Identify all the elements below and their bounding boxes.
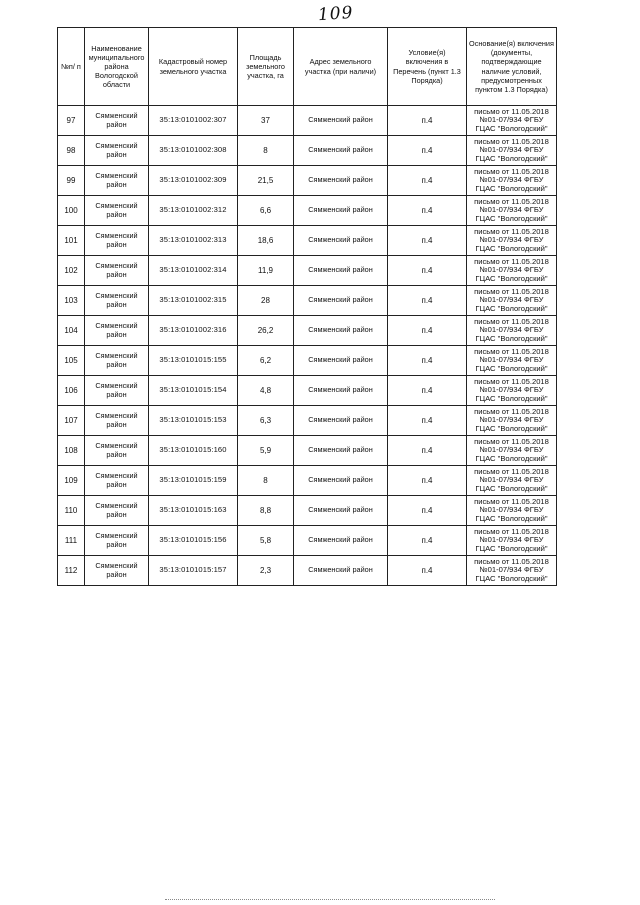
land-plots-table [57, 27, 557, 586]
table-row [58, 526, 557, 556]
cadastral-number-cell: 35:13:0101002:308 [149, 136, 238, 166]
basis-cell: письмо от 11.05.2018 №01-07/934 ФГБУ ГЦАС "Вологодский" [467, 316, 557, 346]
address-cell: Сямженский район [294, 136, 388, 166]
area-cell: 5,9 [238, 436, 294, 466]
municipality-cell: Сямженский район [85, 286, 149, 316]
cadastral-number-cell: 35:13:0101002:312 [149, 196, 238, 226]
municipality-cell: Сямженский район [85, 526, 149, 556]
table-row [58, 196, 557, 226]
row-number: 104 [58, 316, 85, 346]
address-cell: Сямженский район [294, 556, 388, 586]
basis-cell: письмо от 11.05.2018 №01-07/934 ФГБУ ГЦАС "Вологодский" [467, 226, 557, 256]
municipality-cell: Сямженский район [85, 196, 149, 226]
municipality-cell: Сямженский район [85, 316, 149, 346]
header-cadastral: Кадастровый номер земельного участка [149, 28, 238, 106]
table-row [58, 376, 557, 406]
cadastral-number-cell: 35:13:0101002:307 [149, 106, 238, 136]
area-cell: 8 [238, 136, 294, 166]
address-cell: Сямженский район [294, 436, 388, 466]
header-row [58, 28, 557, 106]
condition-cell: п.4 [388, 526, 467, 556]
basis-cell: письмо от 11.05.2018 №01-07/934 ФГБУ ГЦАС "Вологодский" [467, 166, 557, 196]
table-row [58, 316, 557, 346]
cadastral-number-cell: 35:13:0101015:156 [149, 526, 238, 556]
address-cell: Сямженский район [294, 496, 388, 526]
cadastral-number-cell: 35:13:0101015:153 [149, 406, 238, 436]
municipality-cell: Сямженский район [85, 496, 149, 526]
table-row [58, 136, 557, 166]
area-cell: 37 [238, 106, 294, 136]
table-row [58, 256, 557, 286]
row-number: 109 [58, 466, 85, 496]
basis-cell: письмо от 11.05.2018 №01-07/934 ФГБУ ГЦАС "Вологодский" [467, 406, 557, 436]
address-cell: Сямженский район [294, 316, 388, 346]
table-row [58, 166, 557, 196]
row-number: 111 [58, 526, 85, 556]
condition-cell: п.4 [388, 196, 467, 226]
municipality-cell: Сямженский район [85, 166, 149, 196]
area-cell: 5,8 [238, 526, 294, 556]
cadastral-number-cell: 35:13:0101002:314 [149, 256, 238, 286]
footer-divider [165, 899, 495, 900]
cadastral-number-cell: 35:13:0101002:309 [149, 166, 238, 196]
condition-cell: п.4 [388, 316, 467, 346]
cadastral-number-cell: 35:13:0101015:159 [149, 466, 238, 496]
address-cell: Сямженский район [294, 256, 388, 286]
basis-cell: письмо от 11.05.2018 №01-07/934 ФГБУ ГЦАС "Вологодский" [467, 556, 557, 586]
row-number: 100 [58, 196, 85, 226]
cadastral-number-cell: 35:13:0101015:160 [149, 436, 238, 466]
condition-cell: п.4 [388, 496, 467, 526]
header-condition: Условие(я) включения в Перечень (пункт 1.3 Порядка) [388, 28, 467, 106]
table-row [58, 436, 557, 466]
area-cell: 4,8 [238, 376, 294, 406]
cadastral-number-cell: 35:13:0101002:316 [149, 316, 238, 346]
table-row [58, 496, 557, 526]
table-row [58, 286, 557, 316]
municipality-cell: Сямженский район [85, 376, 149, 406]
basis-cell: письмо от 11.05.2018 №01-07/934 ФГБУ ГЦАС "Вологодский" [467, 106, 557, 136]
row-number: 102 [58, 256, 85, 286]
basis-cell: письмо от 11.05.2018 №01-07/934 ФГБУ ГЦАС "Вологодский" [467, 436, 557, 466]
cadastral-number-cell: 35:13:0101002:313 [149, 226, 238, 256]
condition-cell: п.4 [388, 226, 467, 256]
row-number: 99 [58, 166, 85, 196]
row-number: 108 [58, 436, 85, 466]
table-row [58, 406, 557, 436]
basis-cell: письмо от 11.05.2018 №01-07/934 ФГБУ ГЦАС "Вологодский" [467, 256, 557, 286]
table-row [58, 346, 557, 376]
row-number: 105 [58, 346, 85, 376]
municipality-cell: Сямженский район [85, 406, 149, 436]
header-municipality: Наименование муниципального района Вологодской области [85, 28, 149, 106]
area-cell: 18,6 [238, 226, 294, 256]
area-cell: 28 [238, 286, 294, 316]
address-cell: Сямженский район [294, 406, 388, 436]
table-body [58, 106, 557, 586]
condition-cell: п.4 [388, 346, 467, 376]
condition-cell: п.4 [388, 286, 467, 316]
municipality-cell: Сямженский район [85, 556, 149, 586]
area-cell: 6,6 [238, 196, 294, 226]
cadastral-number-cell: 35:13:0101002:315 [149, 286, 238, 316]
address-cell: Сямженский район [294, 166, 388, 196]
municipality-cell: Сямженский район [85, 466, 149, 496]
header-basis: Основание(я) включения (документы, подтверждающие наличие условий, предусмотренных пунктом 1.3 Порядка) [467, 28, 557, 106]
row-number: 101 [58, 226, 85, 256]
basis-cell: письмо от 11.05.2018 №01-07/934 ФГБУ ГЦАС "Вологодский" [467, 496, 557, 526]
row-number: 107 [58, 406, 85, 436]
municipality-cell: Сямженский район [85, 136, 149, 166]
condition-cell: п.4 [388, 556, 467, 586]
municipality-cell: Сямженский район [85, 226, 149, 256]
condition-cell: п.4 [388, 436, 467, 466]
address-cell: Сямженский район [294, 346, 388, 376]
address-cell: Сямженский район [294, 226, 388, 256]
basis-cell: письмо от 11.05.2018 №01-07/934 ФГБУ ГЦАС "Вологодский" [467, 526, 557, 556]
row-number: 112 [58, 556, 85, 586]
address-cell: Сямженский район [294, 526, 388, 556]
row-number: 97 [58, 106, 85, 136]
municipality-cell: Сямженский район [85, 256, 149, 286]
basis-cell: письмо от 11.05.2018 №01-07/934 ФГБУ ГЦАС "Вологодский" [467, 286, 557, 316]
area-cell: 6,3 [238, 406, 294, 436]
municipality-cell: Сямженский район [85, 346, 149, 376]
condition-cell: п.4 [388, 256, 467, 286]
area-cell: 8,8 [238, 496, 294, 526]
address-cell: Сямженский район [294, 106, 388, 136]
area-cell: 11,9 [238, 256, 294, 286]
row-number: 106 [58, 376, 85, 406]
cadastral-number-cell: 35:13:0101015:154 [149, 376, 238, 406]
condition-cell: п.4 [388, 136, 467, 166]
basis-cell: письмо от 11.05.2018 №01-07/934 ФГБУ ГЦАС "Вологодский" [467, 196, 557, 226]
row-number: 103 [58, 286, 85, 316]
row-number: 110 [58, 496, 85, 526]
table-header [58, 28, 557, 106]
condition-cell: п.4 [388, 406, 467, 436]
area-cell: 8 [238, 466, 294, 496]
area-cell: 26,2 [238, 316, 294, 346]
address-cell: Сямженский район [294, 376, 388, 406]
table-row [58, 466, 557, 496]
page-number: 109 [317, 2, 355, 26]
basis-cell: письмо от 11.05.2018 №01-07/934 ФГБУ ГЦАС "Вологодский" [467, 136, 557, 166]
cadastral-number-cell: 35:13:0101015:163 [149, 496, 238, 526]
basis-cell: письмо от 11.05.2018 №01-07/934 ФГБУ ГЦАС "Вологодский" [467, 466, 557, 496]
cadastral-number-cell: 35:13:0101015:155 [149, 346, 238, 376]
area-cell: 2,3 [238, 556, 294, 586]
address-cell: Сямженский район [294, 286, 388, 316]
condition-cell: п.4 [388, 466, 467, 496]
table-row [58, 106, 557, 136]
table-row [58, 226, 557, 256]
area-cell: 21,5 [238, 166, 294, 196]
header-address: Адрес земельного участка (при наличи) [294, 28, 388, 106]
address-cell: Сямженский район [294, 196, 388, 226]
basis-cell: письмо от 11.05.2018 №01-07/934 ФГБУ ГЦАС "Вологодский" [467, 346, 557, 376]
area-cell: 6,2 [238, 346, 294, 376]
basis-cell: письмо от 11.05.2018 №01-07/934 ФГБУ ГЦАС "Вологодский" [467, 376, 557, 406]
address-cell: Сямженский район [294, 466, 388, 496]
condition-cell: п.4 [388, 376, 467, 406]
condition-cell: п.4 [388, 166, 467, 196]
table-row [58, 556, 557, 586]
cadastral-number-cell: 35:13:0101015:157 [149, 556, 238, 586]
municipality-cell: Сямженский район [85, 106, 149, 136]
municipality-cell: Сямженский район [85, 436, 149, 466]
row-number: 98 [58, 136, 85, 166]
condition-cell: п.4 [388, 106, 467, 136]
header-number: №п/ п [58, 28, 85, 106]
header-area: Площадь земельного участка, га [238, 28, 294, 106]
